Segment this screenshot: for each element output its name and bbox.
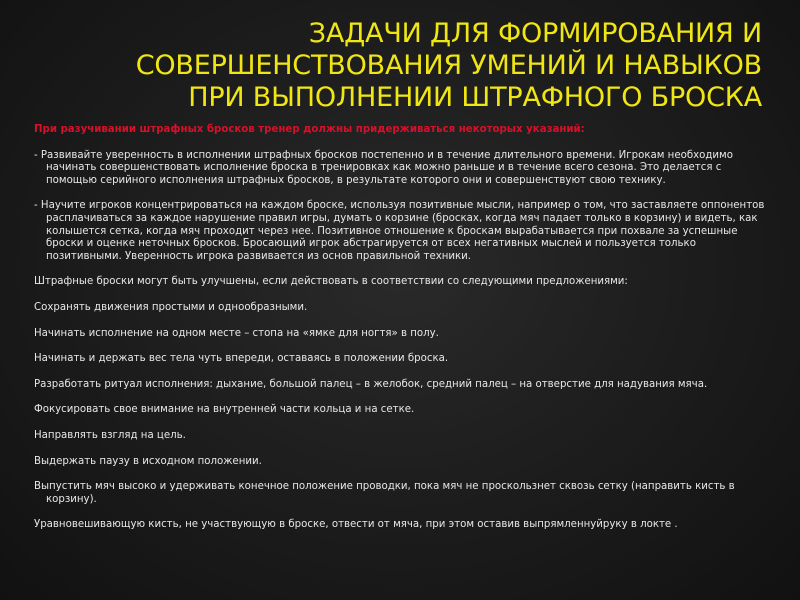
paragraph: Фокусировать свое внимание на внутренней части кольца и на сетке. — [34, 404, 415, 416]
bullet-item: - Научите игроков концентрироваться на каждом броске, используя позитивные мысли, например о том, что заставляете оппонентов расплачиваться за каждое нарушение правил игры, думать о корзине (бросках, когда мяч падает только в корзину) и видеть, как колышется сетка, когда мяч проходит через нее. Позитивное отношение к броскам вырабатывается при похвале за успешные броски и оценке неточных бросков. Бросающий игрок абстрагируется от всех негативных мыслей и пользуется только позитивными. Уверенность игрока развивается из основ правильной техники. — [34, 200, 765, 262]
intro-text: При разучивании штрафных бросков тренер должны придерживаться некоторых указаний: — [34, 124, 585, 135]
paragraph: Разработать ритуал исполнения: дыхание, большой палец – в желобок, средний палец – на отверстие для надувания мяча. — [34, 378, 708, 390]
slide-title-line: СОВЕРШЕНСТВОВАНИЯ УМЕНИЙ И НАВЫКОВ — [135, 50, 762, 81]
paragraph: Начинать и держать вес тела чуть впереди, оставаясь в положении броска. — [34, 353, 449, 365]
paragraph: Направлять взгляд на цель. — [34, 429, 186, 441]
paragraph: Выдержать паузу в исходном положении. — [34, 455, 262, 467]
paragraph: Сохранять движения простыми и однообразными. — [34, 301, 308, 313]
paragraph: Уравновешивающую кисть, не участвующую в броске, отвести от мяча, при этом оставив выпрямленнуйруку в локте . — [34, 519, 678, 531]
paragraph: Начинать исполнение на одном месте – стопа на «ямке для ногтя» в полу. — [34, 327, 439, 339]
slide-title-line: ЗАДАЧИ ДЛЯ ФОРМИРОВАНИЯ И — [308, 18, 762, 49]
paragraph: Выпустить мяч высоко и удерживать конечное положение проводки, пока мяч не проскользнет сквозь сетку (направить кисть в корзину). — [34, 481, 735, 505]
bullet-item: - Развивайте уверенность в исполнении штрафных бросков постепенно и в течение длительного времени. Игрокам необходимо начинать совершенствовать исполнение броска в тренировках как можно раньше и в течение всего сезона. Это делается с помощью серийного исполнения штрафных бросков, в результате которого они и совершенствуют свою технику. — [34, 149, 733, 186]
paragraph: Штрафные броски могут быть улучшены, если действовать в соответствии со следующими предложениями: — [34, 276, 628, 288]
slide-body — [34, 124, 772, 532]
slide-title — [40, 18, 762, 114]
slide-title-line: ПРИ ВЫПОЛНЕНИИ ШТРАФНОГО БРОСКА — [188, 82, 762, 113]
